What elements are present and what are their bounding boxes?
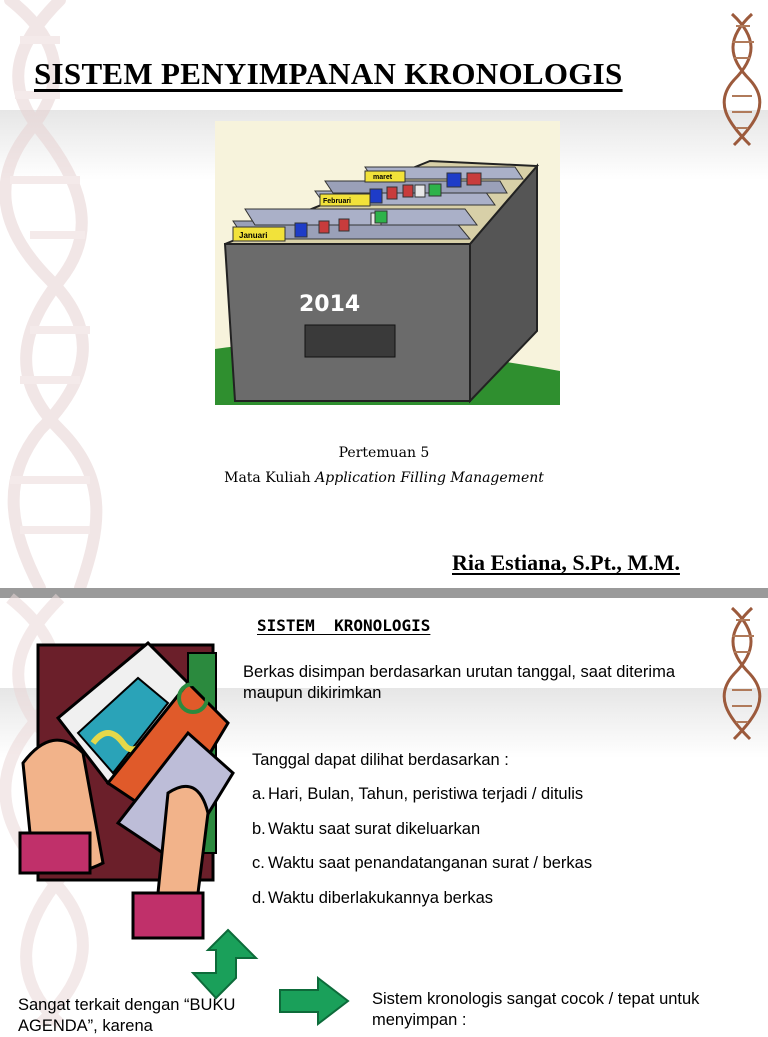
list-item [252,854,592,873]
arrow-down-left-icon [188,928,258,998]
list-item-label: d. [252,889,266,907]
tab-februari: Februari [323,198,352,205]
slide-title: SISTEM PENYIMPANAN KRONOLOGIS [34,56,623,91]
list-item-label: c. [252,854,265,872]
list-intro: Tanggal dapat dilihat berdasarkan : [252,751,509,769]
course-name: Application Filling Management [315,470,544,486]
tab-januari: Januari [239,231,268,240]
list-item-label: a. [252,785,266,803]
list-item-text: Waktu diberlakukannya berkas [268,889,494,907]
list-item-text: Waktu saat penandatanganan surat / berkas [268,854,593,872]
agenda-note: Sangat terkait dengan “BUKU AGENDA”, karena [18,996,236,1035]
meeting-number: Pertemuan 5 [338,445,430,461]
intro-text: Berkas disimpan berdasarkan urutan tanggal, saat diterima maupun dikirimkan [243,663,675,702]
list-item-label: b. [252,820,266,838]
dna-icon [722,606,762,741]
book-reading-clipart [18,623,238,943]
author-name: Ria Estiana, S.Pt., M.M. [452,550,680,575]
list-item [252,785,583,804]
section-heading: SISTEM KRONOLOGIS [257,616,431,635]
list-item [252,820,480,839]
tab-maret: maret [373,174,393,181]
course-line [0,470,768,486]
storage-note: Sistem kronologis sangat cocok / tepat untuk menyimpan : [372,990,700,1029]
arrow-right-icon [280,978,350,1024]
list-item [252,889,493,908]
slide-divider [0,588,768,598]
slide-2 [0,598,768,1035]
dna-icon [722,12,762,147]
course-prefix: Mata Kuliah [224,470,311,486]
file-cabinet-illustration [215,121,560,405]
list-item-text: Waktu saat surat dikeluarkan [268,820,481,838]
list-item-text: Hari, Bulan, Tahun, peristiwa terjadi / ditulis [268,785,584,803]
cabinet-year-label: 2014 [299,292,361,317]
